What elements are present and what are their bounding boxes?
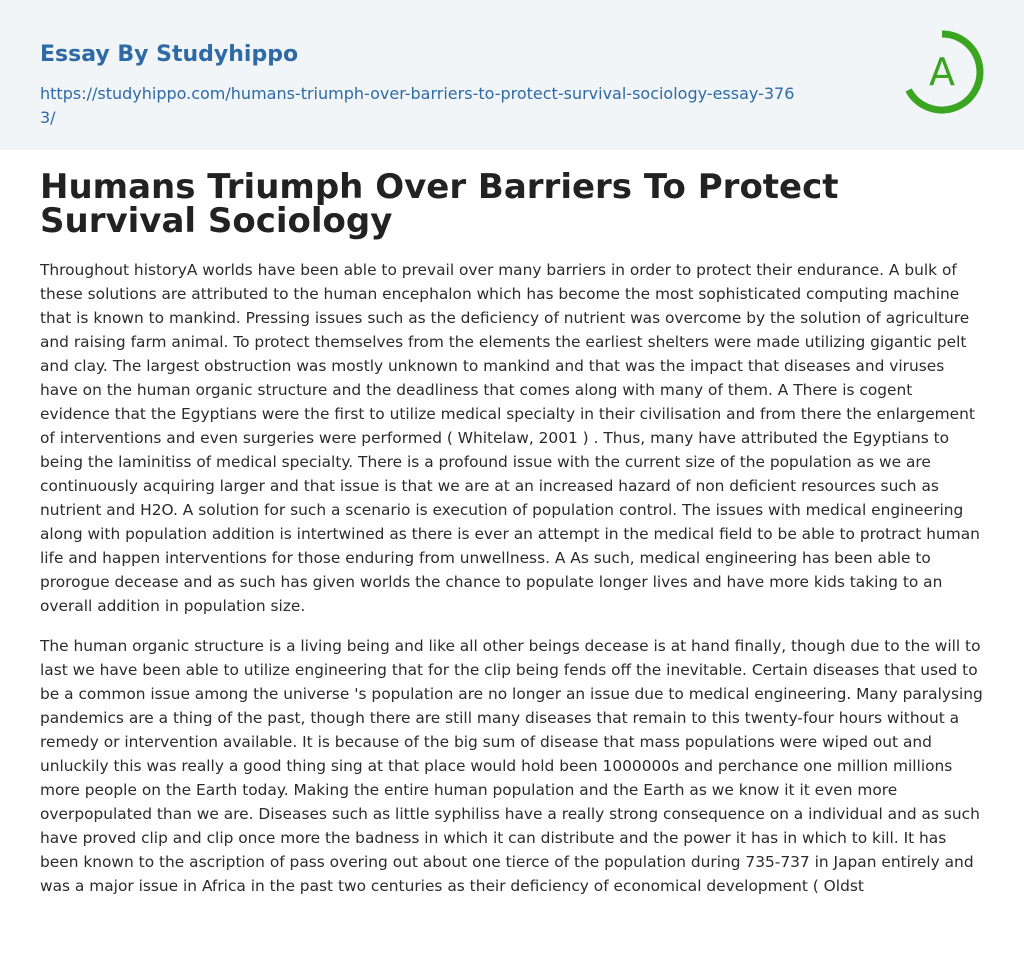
site-header (0, 0, 1024, 150)
essay-paragraph-1: Throughout historyA worlds have been able to prevail over many barriers in order to protect their endurance. A bulk of these solutions are attributed to the human encephalon which has become the most sophisticated computing machine that is known to mankind. Pressing issues such as the deficiency of nutrient was overcome by the solution of agriculture and raising farm animal. To protect themselves from the elements the earliest shelters were made utilizing gigantic pelt and clay. The largest obstruction was mostly unknown to mankind and that was the impact that diseases and viruses have on the human organic structure and the deadliness that comes along with many of them. A There is cogent evidence that the Egyptians were the first to utilize medical specialty in their civilisation and from there the enlargement of interventions and even surgeries were performed ( Whitelaw, 2001 ) . Thus, many have attributed the Egyptians to being the laminitiss of medical specialty. There is a profound issue with the current size of the population as we are continuously acquiring larger and that issue is that we are at an increased hazard of non deficient resources such as nutrient and H2O. A solution for such a scenario is execution of population control. The issues with medical engineering along with population addition is intertwined as there is ever an attempt in the medical field to be able to protract human life and happen interventions for those enduring from unwellness. A As such, medical engineering has been able to prorogue decease and as such has given worlds the chance to populate longer lives and have more kids taking to an overall addition in population size. (40, 261, 980, 615)
site-brand[interactable]: Essay By Studyhippo (40, 42, 299, 67)
logo-letter: A (929, 50, 955, 94)
studyhippo-logo-icon[interactable] (900, 30, 984, 114)
essay-url-link[interactable]: https://studyhippo.com/humans-triumph-over-barriers-to-protect-survival-sociology-essay-3763/ (40, 84, 795, 127)
essay-content (0, 150, 1024, 898)
essay-title: Humans Triumph Over Barriers To Protect Survival Sociology (40, 167, 839, 241)
essay-paragraph-2: The human organic structure is a living being and like all other beings decease is at hand finally, though due to the will to last we have been able to utilize engineering that for the clip being fends off the inevitable. Certain diseases that used to be a common issue among the universe 's population are no longer an issue due to medical engineering. Many paralysing pandemics are a thing of the past, though there are still many diseases that remain to this twenty-four hours without a remedy or intervention available. It is because of the big sum of disease that mass populations were wiped out and unluckily this was really a good thing sing at that place would hold been 1000000s and perchance one million millions more people on the Earth today. Making the entire human population and the Earth as we know it it even more overpopulated than we are. Diseases such as little syphiliss have a really strong consequence on a individual and as such have proved clip and clip once more the badness in which it can distribute and the power it has in which to kill. It has been known to the ascription of pass overing out about one tierce of the population during 735-737 in Japan entirely and was a major issue in Africa in the past two centuries as their deficiency of economical development ( Oldst (40, 637, 983, 895)
